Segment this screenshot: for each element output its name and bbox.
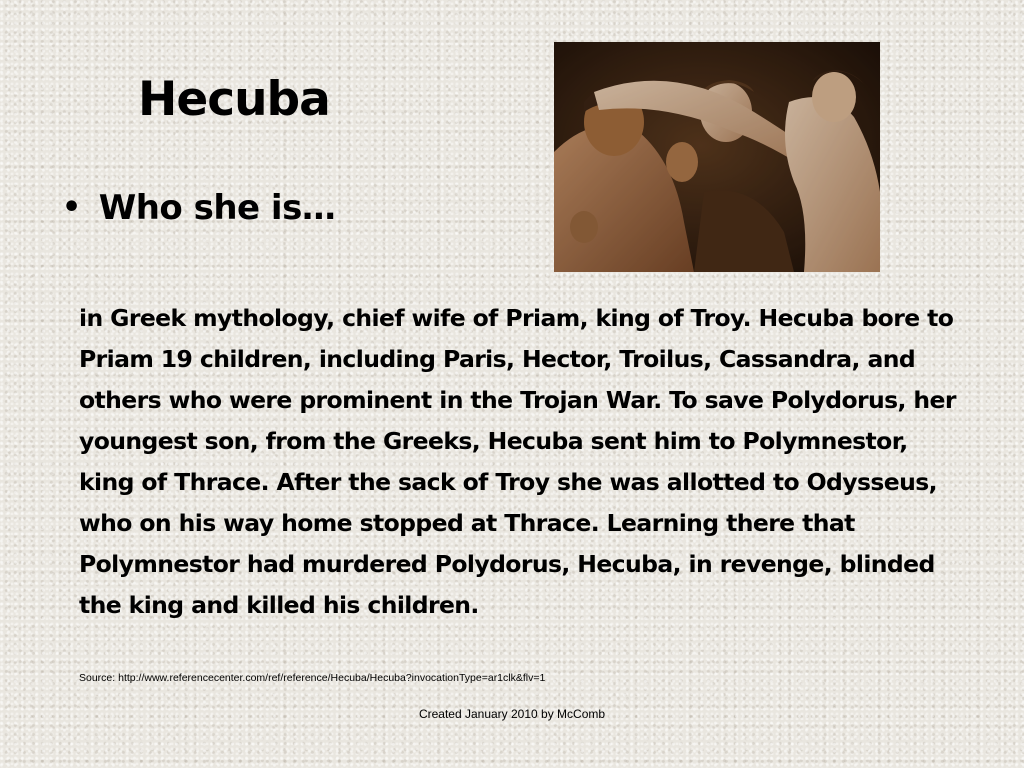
- body-paragraph: in Greek mythology, chief wife of Priam, king of Troy. Hecuba bore to Priam 19 children, including Paris, Hector, Troilus, Cassandra, and others who were prominent in the Trojan War. To save Polydorus, her youngest son, from the Greeks, Hecuba sent him to Polymnestor, king of Thrace. After the sack of Troy she was allotted to Odysseus, who on his way home stopped at Thrace. Learning there that Polymnestor had murdered Polydorus, Hecuba, in revenge, blinded the king and killed his children.: [79, 304, 956, 619]
- painting-image: [554, 42, 880, 272]
- footer-credit: Created January 2010 by McComb: [418, 707, 606, 721]
- slide-title: Hecuba: [138, 72, 330, 127]
- bullet-item: [62, 183, 335, 233]
- bullet-dot-icon: •: [62, 190, 81, 225]
- source-citation: Source: http://www.referencecenter.com/ref/reference/Hecuba/Hecuba?invocationType=ar1clk&flv=1: [79, 672, 546, 684]
- bullet-text: Who she is…: [98, 188, 336, 228]
